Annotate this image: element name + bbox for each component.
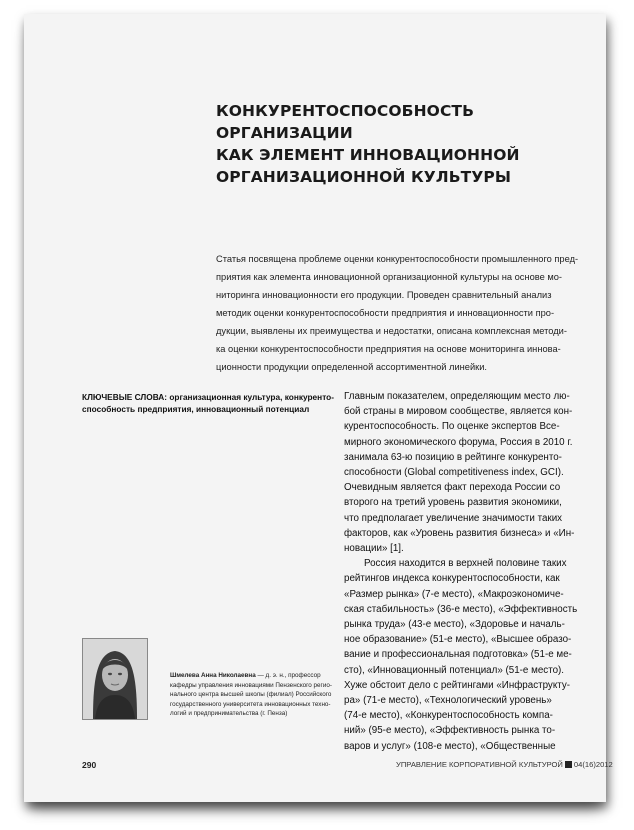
article-title-line: КОНКУРЕНТОСПОСОБНОСТЬ ОРГАНИЗАЦИИ (216, 102, 475, 142)
author-bio-line: государственного университета инновационных техно- (170, 700, 331, 708)
author-portrait-image (83, 639, 147, 719)
body-line: занимала 63-ю позицию в рейтинге конкуренто- (344, 451, 562, 463)
body-line: Хуже обстоит дело с рейтингами «Инфраструкту- (344, 679, 570, 691)
body-line: рынка труда» (43-е место), «Здоровье и началь- (344, 619, 565, 631)
body-line: второго на третий уровень развития экономики, (344, 497, 562, 509)
journal-name: УПРАВЛЕНИЕ КОРПОРАТИВНОЙ КУЛЬТУРОЙ (396, 760, 563, 769)
body-line: рейтингов индекса конкурентоспособности, как (344, 573, 560, 585)
author-bio (170, 671, 340, 719)
journal-footer (396, 760, 613, 769)
body-line: (74-е место), «Конкурентоспособность компа- (344, 710, 553, 722)
keywords-line: способность предприятия, инновационный потенциал (82, 403, 310, 414)
body-line: ра» (71-е место), «Технологический уровень» (344, 695, 552, 707)
article-title (216, 100, 596, 188)
body-line: Главным показателем, определяющим место лю- (344, 391, 570, 402)
body-line: сто), «Инновационный потенциал» (51-е место). (344, 664, 564, 676)
body-line: «Размер рынка» (7-е место), «Макроэкономиче- (344, 588, 564, 600)
keywords-block (82, 392, 334, 415)
author-degree: — д. э. н., профессор (255, 672, 321, 679)
body-line: Россия находится в верхней половине таких (364, 558, 567, 570)
author-bio-line: логий и предпринимательства (г. Пенза) (170, 710, 288, 718)
abstract-line: дукции, выявлены их преимущества и недостатки, описана комплексная методи- (216, 326, 567, 336)
article-title-line: КАК ЭЛЕМЕНТ ИННОВАЦИОННОЙ (216, 146, 520, 164)
article-abstract (216, 250, 594, 376)
abstract-line: ционности продукции определенной ассортиментной линейки. (216, 362, 488, 372)
body-line: Очевидным является факт перехода России со (344, 482, 561, 494)
body-line: способности (Global competitiveness index, GCI). (344, 467, 564, 479)
body-line: факторов, как «Уровень развития бизнеса» и «Ин- (344, 527, 575, 539)
journal-page (24, 14, 613, 802)
abstract-line: приятия как элемента инновационной организационной культуры на основе мо- (216, 272, 562, 282)
abstract-line: методик оценки конкурентоспособности предприятия и инновационности про- (216, 308, 555, 318)
abstract-line: Статья посвящена проблеме оценки конкурентоспособности промышленного пред- (216, 254, 579, 264)
square-bullet-icon (565, 761, 572, 768)
author-bio-line: кафедры управления инновациями Пензенского регио- (170, 681, 332, 689)
body-line: ное образование» (51-е место), «Высшее образо- (344, 634, 572, 646)
body-line: что предполагает увеличение значимости таких (344, 512, 563, 524)
body-line: ний» (95-е место), «Эффективность рынка то- (344, 725, 556, 737)
author-photo (82, 638, 148, 720)
body-line: курентоспособность. По оценке экспертов Все- (344, 421, 560, 433)
page-number: 290 (82, 760, 97, 770)
article-body (344, 389, 602, 754)
abstract-line: ниторинга инновационности его продукции. Проведен сравнительный анализ (216, 290, 552, 300)
author-name: Шмелева Анна Николаевна (170, 672, 256, 679)
body-line: вание и профессиональная подготовка» (51-е ме- (344, 649, 572, 661)
body-line: новации» [1]. (344, 543, 404, 555)
keywords-line: КЛЮЧЕВЫЕ СЛОВА: организационная культура, конкуренто- (82, 392, 334, 402)
article-title-line: ОРГАНИЗАЦИОННОЙ КУЛЬТУРЫ (216, 168, 512, 186)
body-line: бой страны в мировом сообществе, является кон- (344, 406, 573, 418)
author-bio-line: нального центра высшей школы (филиал) Российского (170, 691, 332, 699)
author-bio-line (170, 671, 340, 681)
abstract-line: ка оценки конкурентоспособности предприятия на основе мониторинга иннова- (216, 344, 561, 354)
body-line: ская стабильность» (36-е место), «Эффективность (344, 603, 578, 615)
journal-issue: 04(16)2012 (573, 760, 613, 769)
body-line: варов и услуг» (108-е место), «Общественные (344, 740, 556, 752)
body-line: мирного экономического форума, Россия в 2010 г. (344, 436, 573, 448)
